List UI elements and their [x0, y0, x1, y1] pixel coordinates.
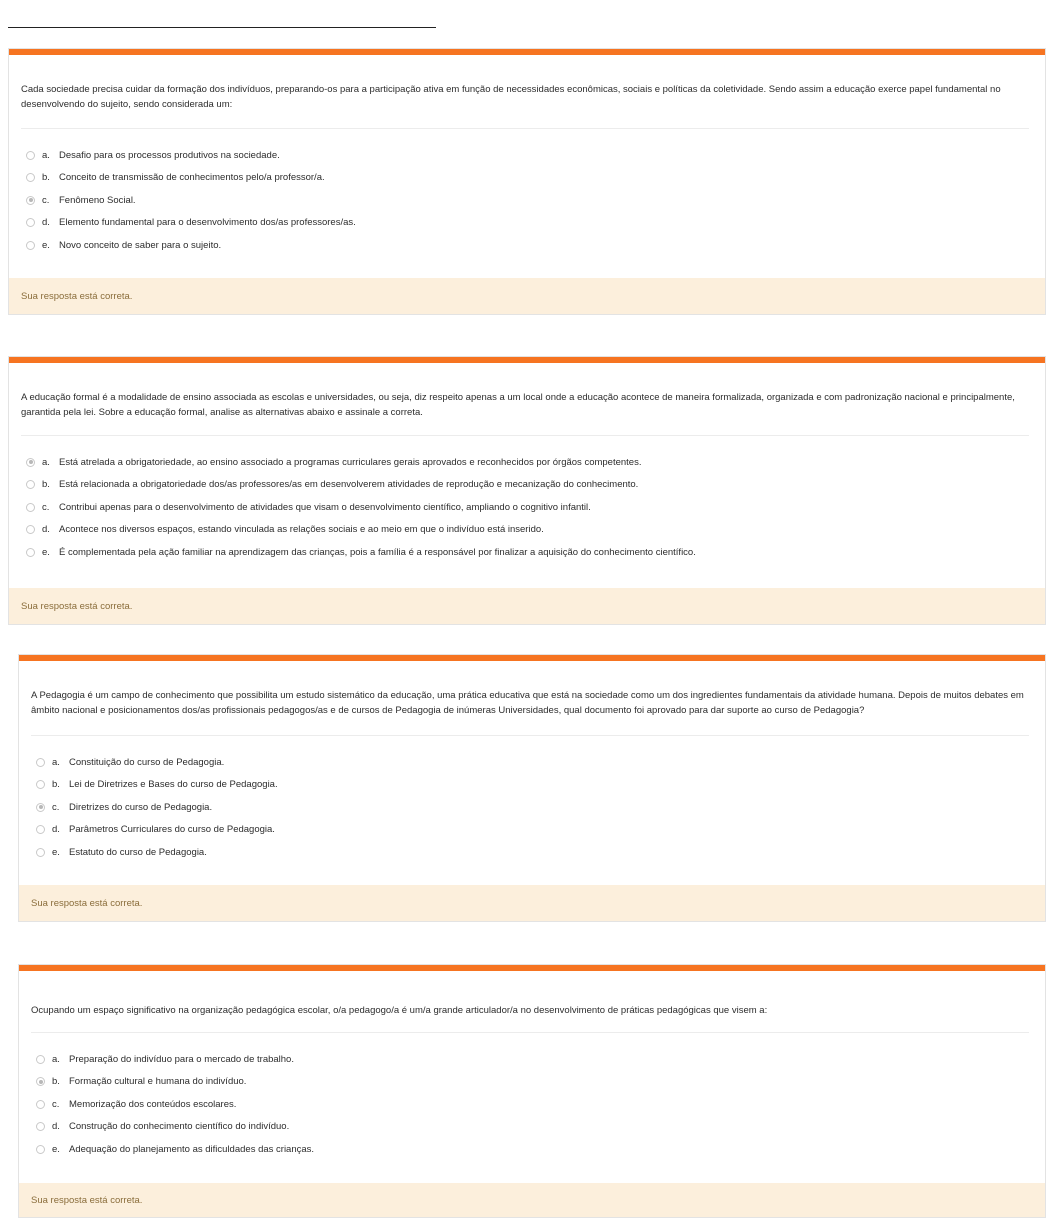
option-letter: c.	[42, 501, 50, 513]
option-letter: b.	[52, 1076, 60, 1088]
option-text: Adequação do planejamento as dificuldades das crianças.	[69, 1143, 315, 1155]
option-letter: a.	[52, 756, 60, 768]
option-text: Memorização dos conteúdos escolares.	[69, 1098, 237, 1110]
radio-icon[interactable]	[36, 1055, 45, 1064]
radio-icon[interactable]	[36, 780, 45, 789]
option-text: Constituição do curso de Pedagogia.	[69, 756, 225, 768]
question-text: A Pedagogia é um campo de conhecimento que possibilita um estudo sistemático da educação, uma prática educativa que está na sociedade como um dos ingredientes fundamentais da atividade humana. Depois de muitos debates em âmbito nacional e posicionamentos dos/as profissionais pedagogos/as e de cursos de Pedagogia de inúmeras Universidades, qual documento foi aprovado para dar suporte ao curso de Pedagogia?	[31, 690, 1024, 716]
option-text: Conceito de transmissão de conhecimentos pelo/a professor/a.	[59, 172, 325, 184]
option-text: Estatuto do curso de Pedagogia.	[69, 846, 207, 858]
option-letter: c.	[52, 1098, 60, 1110]
radio-icon[interactable]	[36, 825, 45, 834]
answer-options	[19, 1048, 1045, 1161]
answer-option[interactable]	[26, 519, 1045, 542]
answer-option[interactable]	[36, 1093, 1045, 1116]
question-text: A educação formal é a modalidade de ensino associada as escolas e universidades, ou seja, diz respeito apenas a um local onde a educação acontece de maneira formalizada, organizada e com padronização nacional e principalmente, garantida pela lei. Sobre a educação formal, analise as alternativas abaixo e assinale a correta.	[21, 392, 1015, 418]
option-letter: d.	[42, 524, 50, 536]
option-letter: e.	[52, 1143, 60, 1155]
option-text: Construção do conhecimento científico do indivíduo.	[69, 1121, 290, 1133]
question-divider	[21, 435, 1029, 436]
feedback-message: Sua resposta está correta.	[9, 278, 1045, 314]
question-divider	[21, 128, 1029, 129]
question-text: Ocupando um espaço significativo na organização pedagógica escolar, o/a pedagogo/a é um/a grande articulador/a no desenvolvimento de práticas pedagógicas que visem a:	[31, 1005, 768, 1016]
answer-option[interactable]	[26, 189, 1045, 212]
answer-option[interactable]	[26, 541, 1045, 564]
option-text: Está atrelada a obrigatoriedade, ao ensino associado a programas curriculares gerais aprovados e reconhecidos por órgãos competentes.	[59, 456, 642, 468]
answer-option[interactable]	[26, 496, 1045, 519]
question-text: Cada sociedade precisa cuidar da formação dos indivíduos, preparando-os para a participação ativa em função de necessidades econômicas, sociais e políticas da coletividade. Sendo assim a educação exerce papel fundamental no desenvolvendo do sujeito, sendo considerada um:	[21, 84, 1001, 110]
option-letter: c.	[42, 194, 50, 206]
radio-selected-icon[interactable]	[26, 196, 35, 205]
option-letter: d.	[52, 1121, 60, 1133]
option-text: Formação cultural e humana do indivíduo.	[69, 1076, 247, 1088]
feedback-message: Sua resposta está correta.	[9, 588, 1045, 624]
question-card	[18, 654, 1046, 922]
radio-icon[interactable]	[36, 1145, 45, 1154]
question-header-bar	[19, 655, 1045, 661]
answer-option[interactable]	[26, 474, 1045, 497]
answer-option[interactable]	[36, 1071, 1045, 1094]
radio-icon[interactable]	[26, 173, 35, 182]
radio-selected-icon[interactable]	[26, 458, 35, 467]
radio-icon[interactable]	[26, 525, 35, 534]
answer-option[interactable]	[36, 841, 1045, 864]
question-divider	[31, 1032, 1029, 1033]
option-letter: e.	[42, 546, 50, 558]
feedback-message: Sua resposta está correta.	[19, 885, 1045, 921]
radio-icon[interactable]	[26, 503, 35, 512]
answer-option[interactable]	[36, 1048, 1045, 1071]
answer-option[interactable]	[26, 167, 1045, 190]
question-header-bar	[9, 357, 1045, 363]
option-text: É complementada pela ação familiar na aprendizagem das crianças, pois a família é a responsável por finalizar a aquisição do conhecimento científico.	[59, 546, 696, 558]
option-letter: c.	[52, 801, 60, 813]
question-card	[8, 356, 1046, 625]
feedback-message: Sua resposta está correta.	[19, 1183, 1045, 1217]
answer-option[interactable]	[36, 819, 1045, 842]
option-letter: e.	[42, 239, 50, 251]
option-letter: b.	[42, 172, 50, 184]
option-letter: d.	[42, 217, 50, 229]
answer-option[interactable]	[36, 1116, 1045, 1139]
radio-selected-icon[interactable]	[36, 803, 45, 812]
option-text: Lei de Diretrizes e Bases do curso de Pedagogia.	[69, 779, 278, 791]
option-text: Está relacionada a obrigatoriedade dos/as professores/as em desenvolverem atividades de reprodução e mecanização do conhecimento.	[59, 479, 639, 491]
option-text: Acontece nos diversos espaços, estando vinculada as relações sociais e ao meio em que o indivíduo está inserido.	[59, 524, 544, 536]
option-letter: b.	[52, 779, 60, 791]
option-letter: b.	[42, 479, 50, 491]
answer-option[interactable]	[36, 774, 1045, 797]
option-letter: a.	[52, 1053, 60, 1065]
radio-icon[interactable]	[36, 848, 45, 857]
option-text: Fenômeno Social.	[59, 194, 136, 206]
answer-option[interactable]	[36, 751, 1045, 774]
option-text: Novo conceito de saber para o sujeito.	[59, 239, 222, 251]
question-header-bar	[19, 965, 1045, 971]
option-text: Diretrizes do curso de Pedagogia.	[69, 801, 213, 813]
option-letter: e.	[52, 846, 60, 858]
answer-option[interactable]	[26, 144, 1045, 167]
option-text: Preparação do indivíduo para o mercado de trabalho.	[69, 1053, 294, 1065]
radio-icon[interactable]	[36, 1122, 45, 1131]
radio-icon[interactable]	[26, 480, 35, 489]
answer-options	[9, 451, 1045, 564]
answer-options	[9, 144, 1045, 257]
answer-option[interactable]	[26, 234, 1045, 257]
option-letter: a.	[42, 456, 50, 468]
radio-icon[interactable]	[36, 758, 45, 767]
answer-option[interactable]	[36, 796, 1045, 819]
option-text: Contribui apenas para o desenvolvimento de atividades que visam o desenvolvimento científico, ampliando o cognitivo infantil.	[59, 501, 591, 513]
option-text: Desafio para os processos produtivos na sociedade.	[59, 149, 280, 161]
question-divider	[31, 735, 1029, 736]
option-text: Elemento fundamental para o desenvolvimento dos/as professores/as.	[59, 217, 356, 229]
radio-icon[interactable]	[26, 218, 35, 227]
answer-option[interactable]	[26, 212, 1045, 235]
radio-icon[interactable]	[26, 151, 35, 160]
answer-option[interactable]	[36, 1138, 1045, 1161]
radio-selected-icon[interactable]	[36, 1077, 45, 1086]
option-text: Parâmetros Curriculares do curso de Pedagogia.	[69, 824, 275, 836]
top-divider-line	[8, 27, 436, 28]
radio-icon[interactable]	[26, 548, 35, 557]
radio-icon[interactable]	[36, 1100, 45, 1109]
question-header-bar	[9, 49, 1045, 55]
question-card	[8, 48, 1046, 315]
answer-options	[19, 751, 1045, 864]
option-letter: a.	[42, 149, 50, 161]
answer-option[interactable]	[26, 451, 1045, 474]
question-card	[18, 964, 1046, 1218]
radio-icon[interactable]	[26, 241, 35, 250]
option-letter: d.	[52, 824, 60, 836]
